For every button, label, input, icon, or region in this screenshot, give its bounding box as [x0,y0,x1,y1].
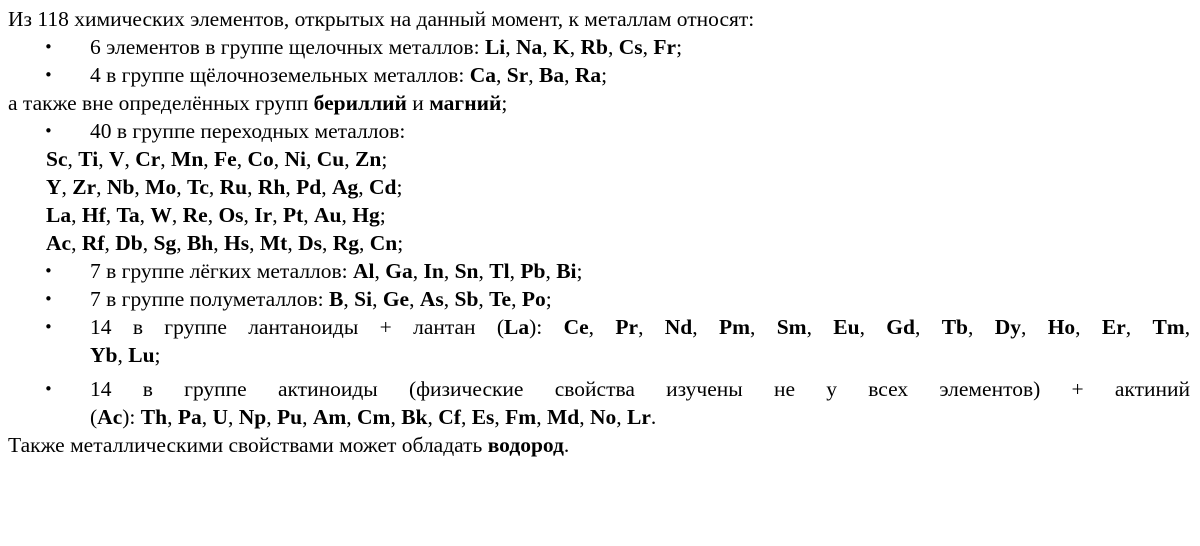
element-symbol: Zn [355,147,382,171]
extra-and: и [406,91,430,115]
alkaline-earth-item [0,61,1200,89]
element-symbol: Gd [886,315,915,339]
element-symbol: Ga [385,259,413,283]
element-symbol: Nb [106,175,135,199]
element-symbol: Ta [116,203,140,227]
beryllium-term: бериллий [313,91,407,115]
actinides-tail [90,403,1190,431]
element-symbol: Bk [401,405,428,429]
element-symbol: Bh [186,231,214,255]
transition-row-3 [0,201,1200,229]
transition-row-2 [0,173,1200,201]
element-symbol: Sm [776,315,807,339]
lanthanides-prefix: 14 в группе лантаноиды + лантан ( [90,315,505,339]
transition-metals-item [0,117,1200,145]
bullet-icon: • [44,318,53,336]
element-symbol: Po [521,287,546,311]
element-symbol: Er [1101,315,1126,339]
lanthanides-item [0,313,1200,369]
element-symbol: Ra [574,63,602,87]
element-symbol: Cn [369,231,398,255]
light-prefix: 7 в группе лёгких металлов: [90,259,354,283]
element-symbol: Cd [368,175,397,199]
element-symbol: Rf [81,231,105,255]
element-symbol: B [329,287,344,311]
element-symbol: Al [353,259,375,283]
element-symbol: Sn [454,259,479,283]
element-symbol: Pt [282,203,304,227]
element-symbol: Sc [46,147,68,171]
element-symbol: Y [46,175,62,199]
hydrogen-prefix: Также металлическими свойствами может обладать [8,433,488,457]
bullet-icon: • [44,290,53,308]
alkaline-earth-prefix: 4 в группе щёлочноземельных металлов: [90,63,470,87]
bullet-icon: • [44,66,53,84]
element-symbol: As [419,287,444,311]
element-symbol: Mo [145,175,177,199]
hydrogen-line [0,431,1200,459]
element-symbol: Tm [1152,315,1185,339]
element-symbol: Dy [994,315,1021,339]
element-symbol: La [46,203,72,227]
element-symbol: Ge [382,287,410,311]
element-symbol: Lu [128,343,155,367]
light-metals-item [0,257,1200,285]
magnesium-term: магний [429,91,502,115]
alkali-end: ; [676,35,683,59]
element-symbol: Li [484,35,506,59]
element-symbol: Md [546,405,580,429]
element-symbol: K [553,35,570,59]
semimetals-element-list: B, Si, Ge, As, Sb, Te, Po [329,287,546,311]
element-symbol: Pm [718,315,750,339]
semimetals-prefix: 7 в группе полуметаллов: [90,287,330,311]
element-symbol: Es [471,405,495,429]
row-end: ; [396,175,403,199]
element-symbol: Fe [214,147,237,171]
transition-prefix: 40 в группе переходных металлов: [90,119,406,143]
element-symbol: Ho [1047,315,1076,339]
element-symbol: Pd [296,175,322,199]
intro-text: Из 118 химических элементов, открытых на данный момент, к металлам относят: [8,7,755,31]
lanthanum-symbol: La [504,315,530,339]
extra-metals-line [0,89,1200,117]
intro-line [0,5,1200,33]
element-symbol: Ni [284,147,307,171]
element-symbol: Tc [186,175,209,199]
lanthanides-element-list: Ce, Pr, Nd, Pm, Sm, Eu, Gd, Tb, Dy, Ho, Er, Tm, [563,315,1191,339]
transition-row-elements: Y, Zr, Nb, Mo, Tc, Ru, Rh, Pd, Ag, Cd [46,175,397,199]
element-symbol: Bi [556,259,577,283]
element-symbol: Sg [153,231,177,255]
element-symbol: Fm [505,405,537,429]
element-symbol: Th [140,405,168,429]
element-symbol: Na [516,35,543,59]
semimetals-item [0,285,1200,313]
extra-prefix: а также вне определённых групп [8,91,314,115]
element-symbol: U [212,405,228,429]
lanthanides-end: ; [154,343,161,367]
hydrogen-end: . [563,433,570,457]
element-symbol: Mn [171,147,204,171]
element-symbol: Np [238,405,267,429]
element-symbol: Tb [941,315,968,339]
element-symbol: No [589,405,617,429]
element-symbol: Am [312,405,347,429]
alkali-prefix: 6 элементов в группе щелочных металлов: [90,35,485,59]
element-symbol: Hg [352,203,380,227]
element-symbol: Cu [316,147,345,171]
element-symbol: Pa [177,405,202,429]
actinides-item [0,375,1200,431]
bullet-icon: • [44,262,53,280]
lanthanides-tail-list: Yb, Lu [90,343,155,367]
row-end: ; [379,203,386,227]
transition-row-4 [0,229,1200,257]
element-symbol: Rg [332,231,360,255]
alkali-metals-item [0,33,1200,61]
alkaline-earth-element-list: Ca, Sr, Ba, Ra [469,63,602,87]
element-symbol: Lr [627,405,651,429]
element-symbol: Rb [580,35,609,59]
bullet-icon: • [44,380,53,398]
element-symbol: Ti [78,147,99,171]
element-symbol: Si [354,287,373,311]
element-symbol: Cf [438,405,461,429]
actinides-element-list: Th, Pa, U, Np, Pu, Am, Cm, Bk, Cf, Es, Fm, Md, No, Lr [140,405,651,429]
light-end: ; [576,259,583,283]
element-symbol: Eu [833,315,860,339]
element-symbol: Ds [298,231,322,255]
element-symbol: Ac [46,231,72,255]
element-symbol: Zr [72,175,97,199]
element-symbol: Mt [259,231,288,255]
element-symbol: Ba [539,63,565,87]
element-symbol: Ca [469,63,497,87]
actinides-mid: ): [122,405,141,429]
actinides-open: ( [90,405,98,429]
element-symbol: Cm [357,405,391,429]
element-symbol: Hs [224,231,250,255]
element-symbol: W [150,203,172,227]
element-symbol: Cr [135,147,161,171]
light-element-list: Al, Ga, In, Sn, Tl, Pb, Bi [353,259,577,283]
alkaline-earth-end: ; [601,63,608,87]
element-symbol: Pu [276,405,303,429]
extra-end: ; [501,91,508,115]
transition-row-1 [0,145,1200,173]
element-symbol: Os [218,203,244,227]
element-symbol: In [423,259,444,283]
bullet-icon: • [44,38,53,56]
element-symbol: Sr [506,63,529,87]
element-symbol: Ru [219,175,248,199]
transition-row-elements: Ac, Rf, Db, Sg, Bh, Hs, Mt, Ds, Rg, Cn [46,231,398,255]
element-symbol: Cs [618,35,643,59]
bullet-icon: • [44,122,53,140]
alkali-element-list: Li, Na, K, Rb, Cs, Fr [484,35,677,59]
element-symbol: Hf [81,203,106,227]
element-symbol: Ir [254,203,273,227]
element-symbol: Au [314,203,342,227]
lanthanides-tail [90,341,1190,369]
element-symbol: Pb [520,259,546,283]
transition-row-elements: Sc, Ti, V, Cr, Mn, Fe, Co, Ni, Cu, Zn [46,147,382,171]
element-symbol: Co [247,147,274,171]
element-symbol: Te [489,287,512,311]
element-symbol: Re [182,203,208,227]
element-symbol: Rh [257,175,286,199]
lanthanides-mid: ): [529,315,564,339]
element-symbol: Tl [489,259,510,283]
element-symbol: V [108,147,125,171]
element-symbol: Nd [664,315,693,339]
element-symbol: Yb [90,343,118,367]
element-symbol: Ag [331,175,359,199]
semimetals-end: ; [545,287,552,311]
actinium-symbol: Ac [97,405,123,429]
transition-row-elements: La, Hf, Ta, W, Re, Os, Ir, Pt, Au, Hg [46,203,380,227]
element-symbol: Fr [653,35,677,59]
row-end: ; [381,147,388,171]
row-end: ; [397,231,404,255]
element-symbol: Db [115,231,143,255]
actinides-end: . [650,405,657,429]
element-symbol: Sb [454,287,479,311]
actinides-prefix: 14 в группе актиноиды (физические свойства изучены не у всех элементов) + актиний [90,377,1190,401]
element-symbol: Pr [615,315,639,339]
hydrogen-term: водород [487,433,564,457]
element-symbol: Ce [563,315,589,339]
